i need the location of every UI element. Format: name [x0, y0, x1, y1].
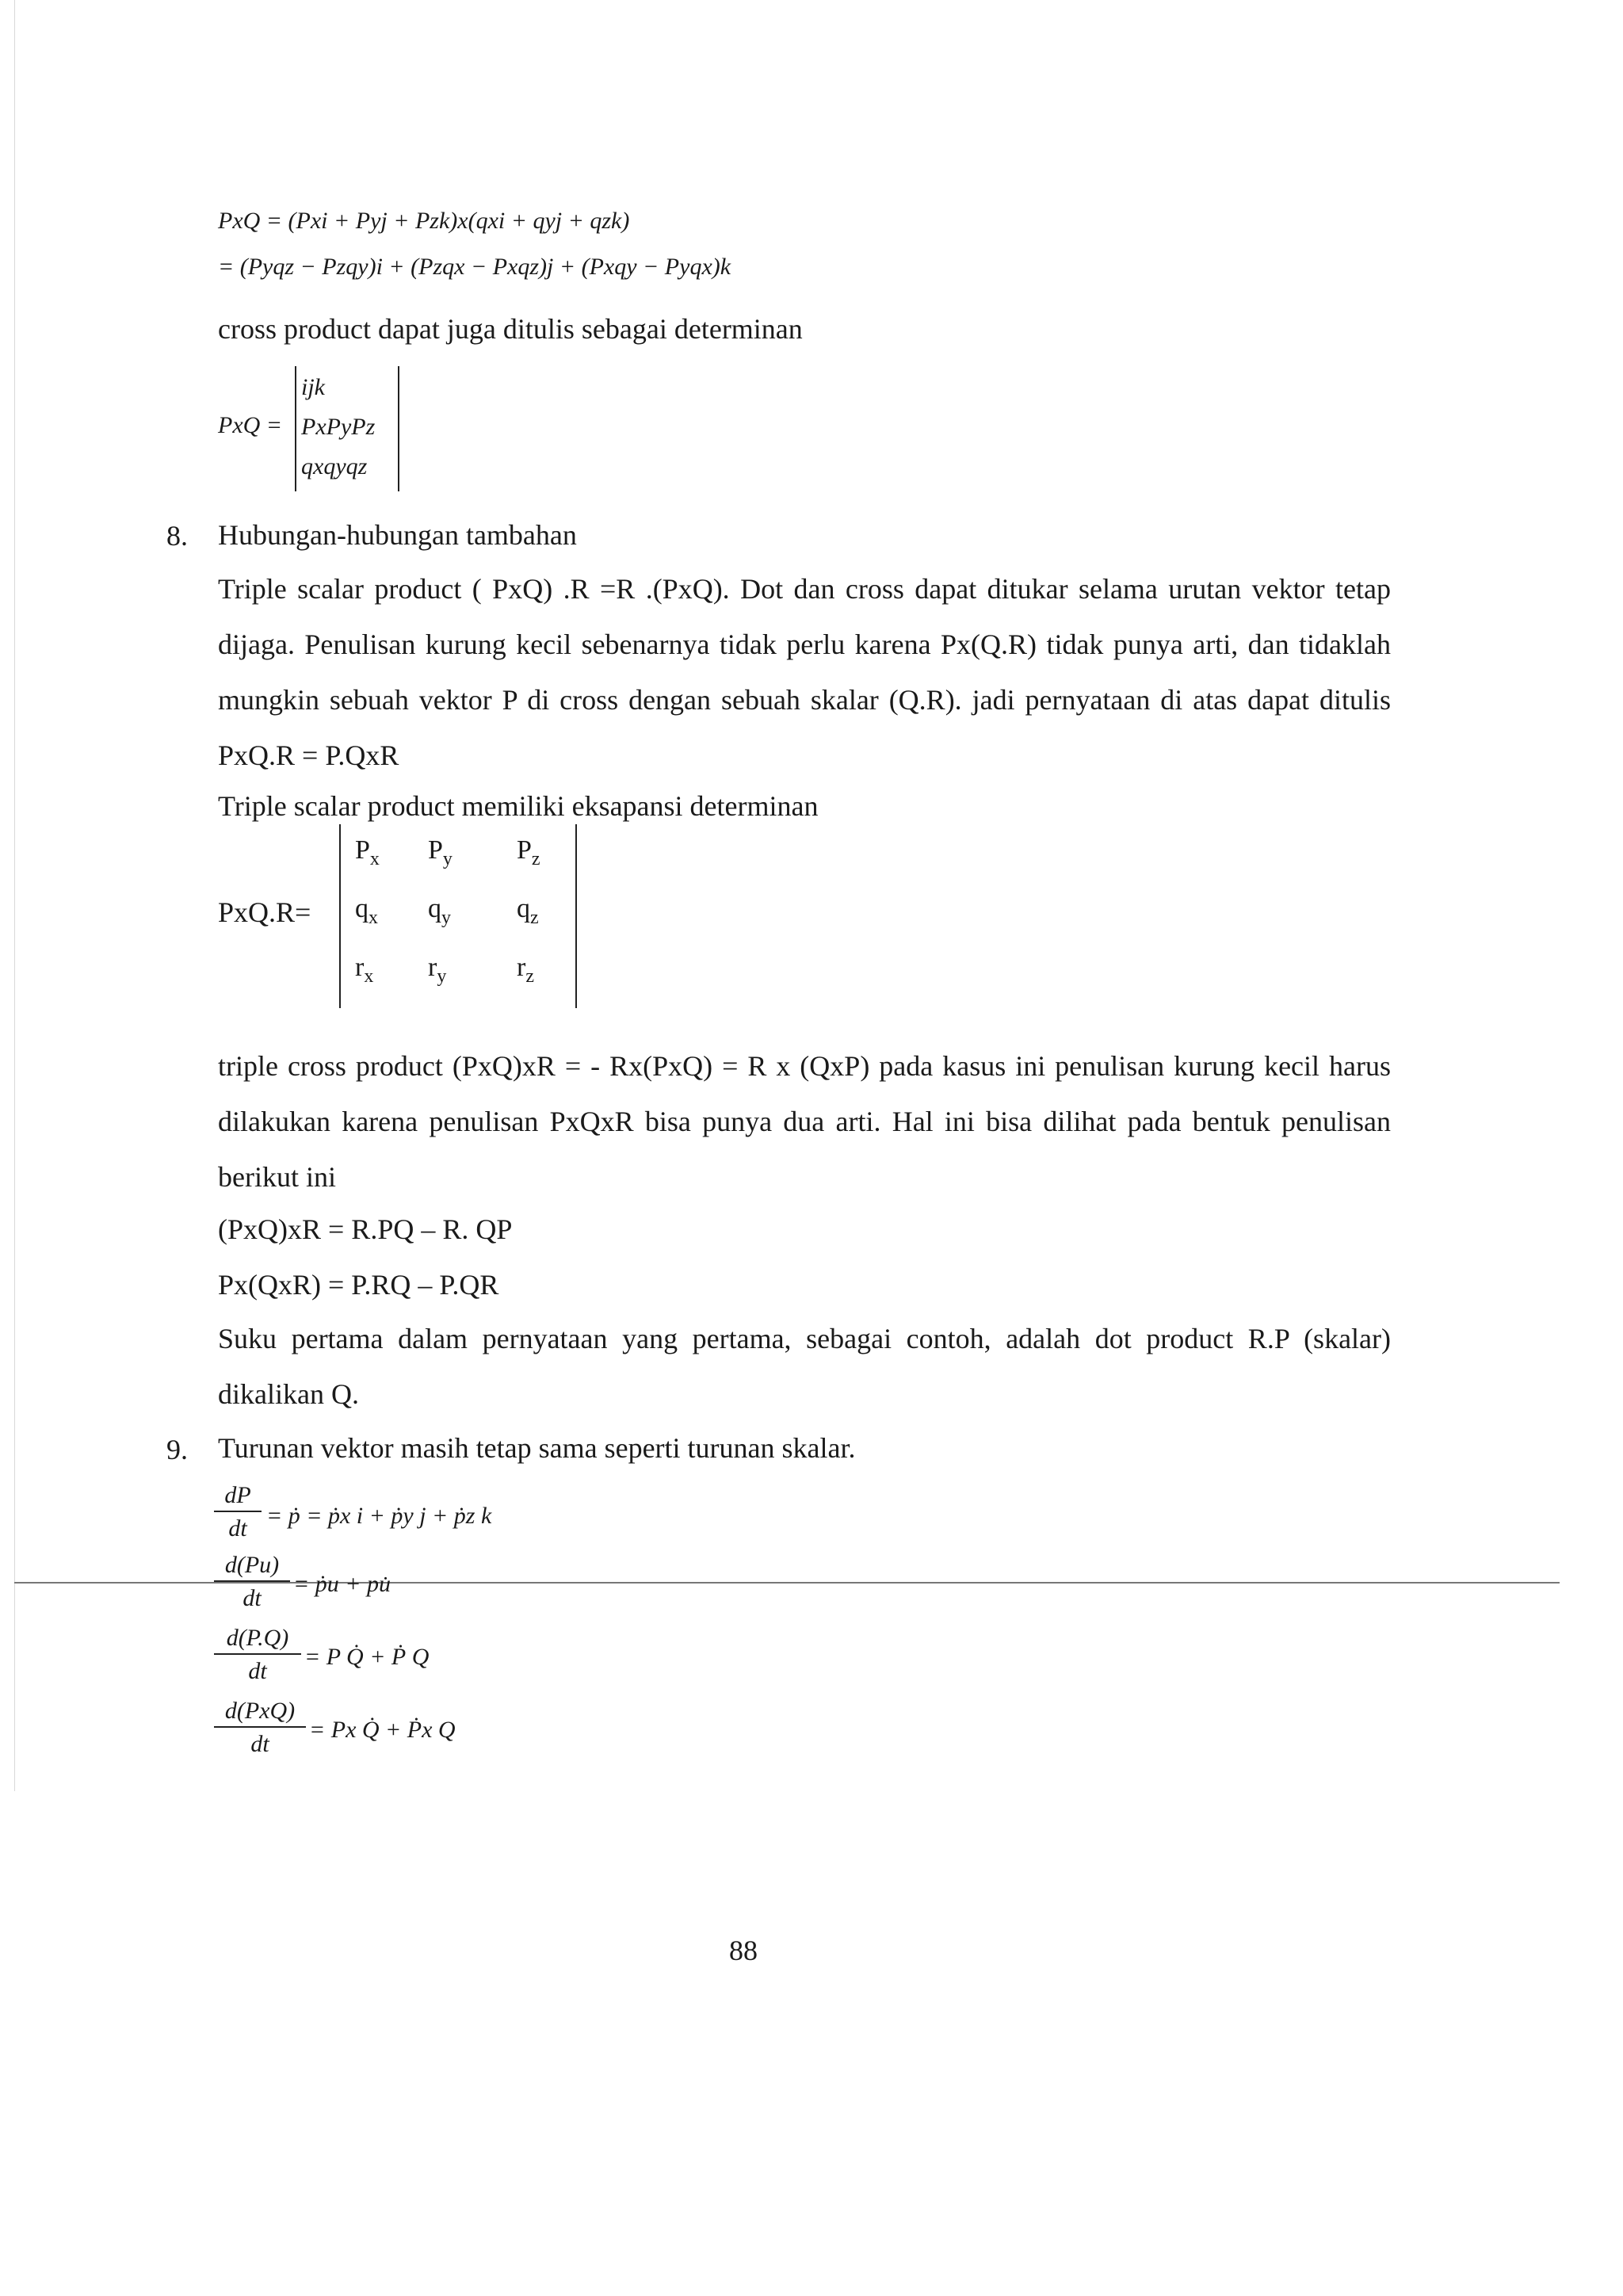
item-8-equation-2: Px(QxR) = P.RQ – P.QR	[218, 1269, 499, 1301]
det1-row-2: PxPyPz	[301, 414, 376, 440]
det1-row-1: ijk	[301, 374, 325, 400]
det2-cell-3-2: $r_y$	[428, 953, 447, 987]
cross-product-line-1: PxQ = (Pxi + Pyj + Pzk)x(qxi + qyj + qzk)	[218, 208, 630, 234]
cross-product-line-2: = (Pyqz − Pzqy)i + (Pzqx − Pxqz)j + (Pxqy − Pyqx)k	[218, 254, 731, 280]
item-8-paragraph-3: triple cross product (PxQ)xR = - Rx(PxQ) = R x (QxP) pada kasus ini penulisan kurung kecil harus dilakukan karena penulisan PxQxR bisa punya dua arti. Hal ini bisa dilihat pada bentuk penulisan berikut ini	[218, 1050, 1391, 1193]
item-8-equation-1: (PxQ)xR = R.PQ – R. QP	[218, 1213, 513, 1245]
det2-cell-1-3: $P_z$	[517, 835, 540, 869]
det2-cell-2-1: $q_x$	[355, 894, 378, 928]
derivative-2-fraction: $\frac{d(Pu)}{dt}$	[214, 1552, 290, 1612]
det2-lhs: PxQ.R=	[218, 896, 311, 928]
derivative-3-fraction: $\frac{d(P.Q)}{dt}$	[214, 1625, 301, 1685]
item-8-paragraph-2: Triple scalar product memiliki eksapansi determinan	[218, 790, 819, 822]
det2-cell-1-1: $P_x$	[355, 835, 380, 869]
det2-bars	[339, 824, 577, 1008]
item-9-text: Turunan vektor masih tetap sama seperti turunan skalar.	[218, 1432, 856, 1464]
item-8-number: 8.	[166, 520, 188, 552]
derivative-4-fraction: d(PxQ) dt	[214, 1698, 306, 1758]
derivative-2-rhs: = ṗu + pu̇	[293, 1571, 391, 1597]
det2-cell-1-2: $P_y$	[428, 835, 453, 869]
det2-cell-2-3: $q_z$	[517, 894, 539, 928]
derivative-1-rhs: = ṗ = ṗx i + ṗy j + ṗz k	[266, 1503, 492, 1529]
derivative-4-rhs: = Px Q̇ + Ṗx Q	[309, 1717, 456, 1743]
det1-bars	[295, 366, 399, 491]
item-8-heading: Hubungan-hubungan tambahan	[218, 519, 577, 551]
derivative-1-fraction: $\frac{dP}{dt}$	[214, 1482, 262, 1542]
det2-cell-3-3: $r_z$	[517, 953, 534, 987]
det1-row-3: qxqyqz	[301, 453, 368, 479]
page-number: 88	[729, 1935, 758, 1966]
derivative-3-rhs: = P Q̇ + Ṗ Q	[304, 1644, 430, 1670]
item-9-number: 9.	[166, 1434, 188, 1465]
det2-cell-2-2: $q_y$	[428, 894, 451, 928]
item-8-paragraph-4: Suku pertama dalam pernyataan yang pertama, sebagai contoh, adalah dot product R.P (skalar) dikalikan Q.	[218, 1323, 1391, 1410]
determinant-intro: cross product dapat juga ditulis sebagai determinan	[218, 313, 803, 345]
scan-edge-line	[14, 0, 15, 1791]
det2-cell-3-1: $r_x$	[355, 953, 374, 987]
item-8-paragraph-1: Triple scalar product ( PxQ) .R =R .(PxQ). Dot dan cross dapat ditukar selama urutan vektor tetap dijaga. Penulisan kurung kecil sebenarnya tidak perlu karena Px(Q.R) tidak punya arti, dan tidaklah mungkin sebuah vektor P di cross dengan sebuah skalar (Q.R). jadi pernyataan di atas dapat ditulis PxQ.R = P.QxR	[218, 573, 1391, 771]
det1-lhs: PxQ =	[218, 412, 283, 438]
